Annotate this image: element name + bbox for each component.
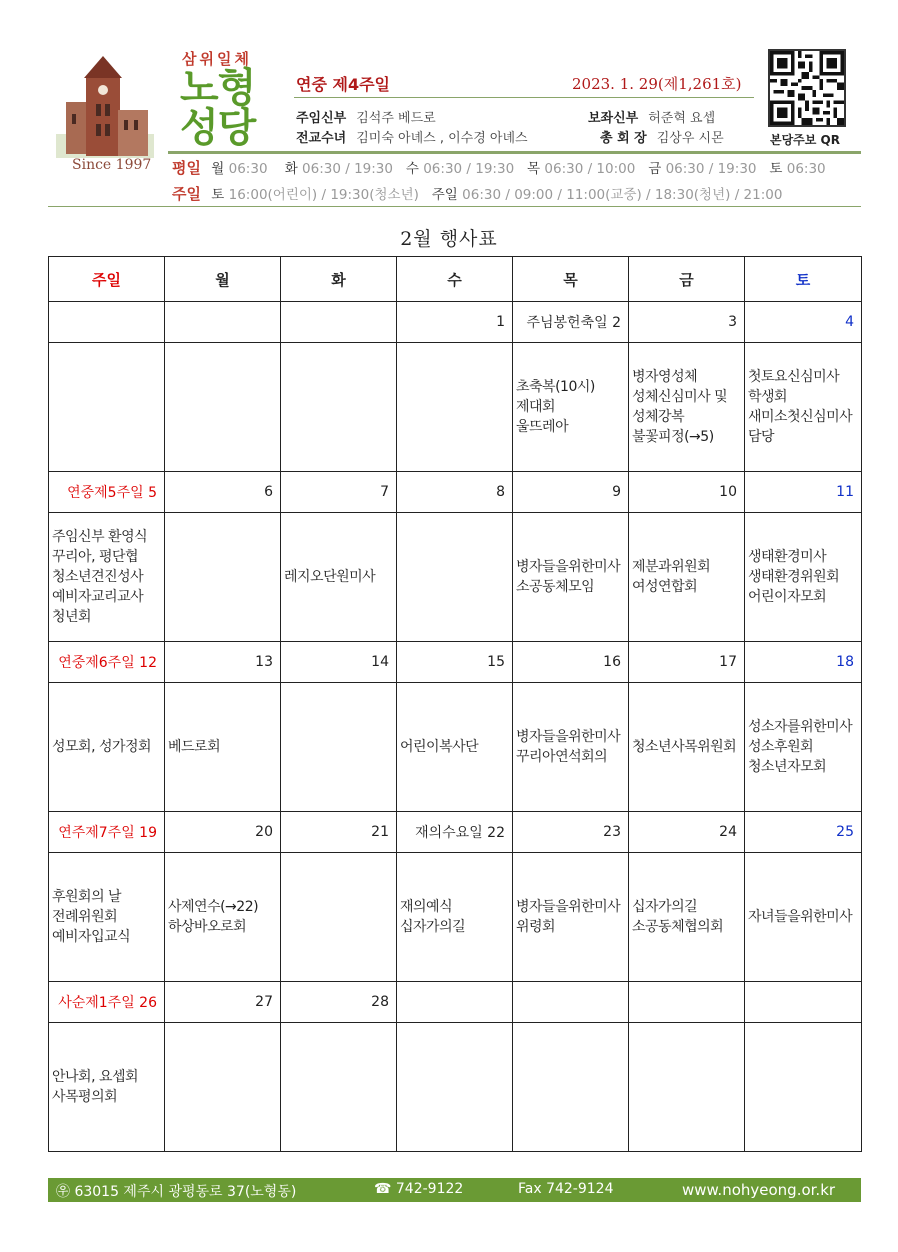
event-item: 소공동체모임 — [516, 579, 595, 595]
date-label: 연중제6주일 12 — [58, 655, 157, 671]
date-label: 13 — [255, 654, 273, 670]
header-monday: 월 — [165, 257, 281, 302]
event-cell-thu — [513, 513, 629, 642]
header-wednesday: 수 — [397, 257, 513, 302]
date-cell-thu — [513, 472, 629, 513]
date-cell-wed — [397, 472, 513, 513]
event-cell-sun — [49, 853, 165, 982]
date-label: 재의수요일 22 — [415, 825, 505, 841]
date-label: 25 — [836, 824, 854, 840]
date-cell-sun — [49, 982, 165, 1023]
event-calendar — [48, 256, 862, 1152]
date-cell-fri — [629, 812, 745, 853]
date-cell-mon — [165, 472, 281, 513]
footer-address: ㉾ 63015 제주시 광평동로 37(노형동) — [56, 1184, 297, 1200]
date-label: 3 — [728, 314, 737, 330]
event-cell-tue — [281, 513, 397, 642]
date-cell-sun — [49, 472, 165, 513]
church-building-logo — [56, 54, 154, 158]
date-label: 4 — [845, 314, 854, 330]
event-cell-wed — [397, 513, 513, 642]
date-label: 15 — [487, 654, 505, 670]
event-item: 자녀들을위한미사 — [748, 909, 853, 925]
event-item: 병자들을위한미사 — [516, 729, 621, 745]
date-cell-sat — [745, 472, 862, 513]
event-item: 하상바오로회 — [168, 919, 247, 935]
event-item: 담당 — [748, 429, 775, 445]
event-item: 병자영성체 — [632, 369, 698, 385]
calendar-header-row — [49, 257, 862, 302]
pastor-row — [296, 107, 436, 126]
date-label: 27 — [255, 994, 273, 1010]
event-row — [49, 853, 862, 982]
president-label: 총 회 장 — [600, 131, 647, 146]
event-cell-wed — [397, 1023, 513, 1152]
date-row — [49, 302, 862, 343]
event-item: 위령회 — [516, 919, 556, 935]
date-row — [49, 812, 862, 853]
event-cell-sun — [49, 513, 165, 642]
event-item: 십자가의길 — [400, 919, 466, 935]
event-cell-sat — [745, 513, 862, 642]
date-cell-tue — [281, 642, 397, 683]
header-tuesday: 화 — [281, 257, 397, 302]
event-cell-sat — [745, 1023, 862, 1152]
event-cell-mon — [165, 853, 281, 982]
event-cell-fri — [629, 343, 745, 472]
qr-label: 본당주보 QR — [770, 133, 840, 147]
event-item: 병자들을위한미사 — [516, 559, 621, 575]
weekday-mon: 월 06:30 — [211, 161, 268, 177]
date-label: 6 — [264, 484, 273, 500]
pastor-name: 김석주 베드로 — [356, 111, 436, 126]
date-label: 주님봉헌축일 2 — [526, 315, 621, 331]
event-item: 병자들을위한미사 — [516, 899, 621, 915]
event-item: 베드로회 — [168, 739, 221, 755]
event-item: 초축복(10시) — [516, 379, 595, 395]
event-cell-sun — [49, 1023, 165, 1152]
date-cell-fri — [629, 982, 745, 1023]
date-cell-tue — [281, 982, 397, 1023]
parish-subtitle: 삼위일체 — [182, 50, 252, 68]
event-item: 꾸리아, 평단협 — [52, 549, 139, 565]
footer-fax: Fax 742-9124 — [518, 1181, 614, 1197]
event-item: 꾸리아연석회의 — [516, 749, 608, 765]
date-cell-mon — [165, 812, 281, 853]
sisters-label: 전교수녀 — [296, 131, 347, 146]
date-label: 17 — [719, 654, 737, 670]
date-label: 16 — [603, 654, 621, 670]
sunday-sun: 주일 06:30 / 09:00 / 11:00(교중) / 18:30(청년) / 21:00 — [431, 187, 783, 203]
event-cell-mon — [165, 513, 281, 642]
date-cell-wed — [397, 982, 513, 1023]
event-cell-thu — [513, 853, 629, 982]
event-item: 울뜨레아 — [516, 419, 569, 435]
date-cell-fri — [629, 472, 745, 513]
event-item: 십자가의길 — [632, 899, 698, 915]
event-item: 레지오단원미사 — [284, 569, 376, 585]
event-item: 사제연수(→22) — [168, 899, 259, 915]
president-row — [600, 127, 724, 146]
event-row — [49, 513, 862, 642]
date-cell-fri — [629, 302, 745, 343]
date-label: 8 — [496, 484, 505, 500]
event-item: 예비자입교식 — [52, 929, 131, 945]
event-item: 예비자교리교사 — [52, 589, 144, 605]
event-item: 소공동체협의회 — [632, 919, 724, 935]
date-cell-wed — [397, 302, 513, 343]
assistant-name: 허준혁 요셉 — [648, 111, 716, 126]
date-label: 23 — [603, 824, 621, 840]
event-cell-sun — [49, 683, 165, 812]
date-label: 사순제1주일 26 — [58, 995, 157, 1011]
weekday-wed: 수 06:30 / 19:30 — [405, 161, 515, 177]
date-label: 20 — [255, 824, 273, 840]
date-cell-thu — [513, 812, 629, 853]
event-item: 생태환경위원회 — [748, 569, 840, 585]
event-cell-tue — [281, 683, 397, 812]
weekday-mass-times — [172, 157, 826, 178]
date-label: 연중제5주일 5 — [67, 485, 157, 501]
event-item: 사목평의회 — [52, 1089, 118, 1105]
date-cell-mon — [165, 982, 281, 1023]
date-label: 1 — [496, 314, 505, 330]
date-label: 24 — [719, 824, 737, 840]
event-row — [49, 683, 862, 812]
event-cell-fri — [629, 513, 745, 642]
sunday-label: 주일 — [172, 185, 201, 203]
event-cell-sat — [745, 343, 862, 472]
event-item: 후원회의 날 — [52, 889, 122, 905]
event-item: 재의예식 — [400, 899, 453, 915]
event-item: 제분과위원회 — [632, 559, 711, 575]
date-cell-tue — [281, 812, 397, 853]
event-item: 여성연합회 — [632, 579, 698, 595]
event-cell-sun — [49, 343, 165, 472]
footer-bar — [48, 1178, 861, 1202]
date-cell-mon — [165, 302, 281, 343]
date-cell-sun — [49, 302, 165, 343]
event-item: 주임신부 환영식 — [52, 529, 148, 545]
date-cell-thu — [513, 302, 629, 343]
pastor-label: 주임신부 — [296, 111, 347, 126]
event-item: 어린이복사단 — [400, 739, 479, 755]
event-cell-thu — [513, 1023, 629, 1152]
event-cell-fri — [629, 853, 745, 982]
event-cell-wed — [397, 343, 513, 472]
event-row — [49, 1023, 862, 1152]
date-label: 10 — [719, 484, 737, 500]
date-label: 28 — [371, 994, 389, 1010]
event-item: 생태환경미사 — [748, 549, 827, 565]
date-cell-mon — [165, 642, 281, 683]
event-cell-fri — [629, 683, 745, 812]
assistant-label: 보좌신부 — [588, 111, 639, 126]
sunday-mass-times — [172, 183, 782, 204]
weekday-thu: 목 06:30 / 10:00 — [527, 161, 636, 177]
event-cell-tue — [281, 853, 397, 982]
event-cell-fri — [629, 1023, 745, 1152]
date-cell-sat — [745, 302, 862, 343]
date-cell-sat — [745, 982, 862, 1023]
date-issue: 2023. 1. 29(제1,261호) — [572, 75, 742, 93]
event-cell-tue — [281, 343, 397, 472]
parish-name-line2: 성당 — [180, 105, 256, 151]
date-row — [49, 982, 862, 1023]
date-row — [49, 642, 862, 683]
event-cell-tue — [281, 1023, 397, 1152]
date-cell-wed — [397, 812, 513, 853]
sisters-names: 김미숙 아녜스 , 이수경 아녜스 — [356, 131, 528, 146]
event-item: 성체신심미사 및 — [632, 389, 728, 405]
sisters-row — [296, 127, 528, 146]
event-item: 안나회, 요셉회 — [52, 1069, 139, 1085]
event-item: 성소자를위한미사 — [748, 719, 853, 735]
event-item: 청소년자모회 — [748, 759, 827, 775]
weekday-sat: 토 06:30 — [769, 161, 826, 177]
event-cell-thu — [513, 683, 629, 812]
weekday-tue: 화 06:30 / 19:30 — [284, 161, 393, 177]
date-label: 9 — [612, 484, 621, 500]
event-item: 성소후원회 — [748, 739, 814, 755]
date-label: 18 — [836, 654, 854, 670]
weekday-fri: 금 06:30 / 19:30 — [648, 161, 757, 177]
date-cell-sat — [745, 812, 862, 853]
assistant-row — [588, 107, 715, 126]
calendar-title: 2월 행사표 — [400, 228, 498, 250]
date-cell-tue — [281, 472, 397, 513]
event-item: 청년회 — [52, 609, 92, 625]
event-item: 성체강복 — [632, 409, 685, 425]
event-cell-wed — [397, 853, 513, 982]
date-label: 11 — [836, 484, 854, 500]
since-year: Since 1997 — [72, 157, 152, 173]
event-row — [49, 343, 862, 472]
date-row — [49, 472, 862, 513]
event-cell-mon — [165, 683, 281, 812]
date-label: 연주제7주일 19 — [58, 825, 157, 841]
event-item: 청소년견진성사 — [52, 569, 144, 585]
sunday-sat: 토 16:00(어린이) / 19:30(청소년) — [211, 187, 419, 203]
date-label: 7 — [380, 484, 389, 500]
event-item: 청소년사목위원회 — [632, 739, 737, 755]
event-cell-thu — [513, 343, 629, 472]
date-cell-tue — [281, 302, 397, 343]
event-cell-sat — [745, 853, 862, 982]
event-item: 새미소첫신심미사 — [748, 409, 853, 425]
event-item: 어린이자모회 — [748, 589, 827, 605]
event-item: 학생회 — [748, 389, 788, 405]
header-saturday: 토 — [745, 257, 862, 302]
qr-code-icon[interactable] — [768, 49, 846, 127]
event-item: 불꽃피정(→5) — [632, 429, 714, 445]
date-cell-fri — [629, 642, 745, 683]
event-item: 첫토요신심미사 — [748, 369, 840, 385]
header-thursday: 목 — [513, 257, 629, 302]
date-label: 14 — [371, 654, 389, 670]
footer-website-link[interactable]: www.nohyeong.or.kr — [682, 1181, 836, 1199]
date-cell-thu — [513, 642, 629, 683]
date-cell-sun — [49, 642, 165, 683]
event-item: 제대회 — [516, 399, 556, 415]
date-label: 21 — [371, 824, 389, 840]
week-title: 연중 제4주일 — [296, 75, 390, 94]
event-cell-wed — [397, 683, 513, 812]
header-friday: 금 — [629, 257, 745, 302]
header-sunday: 주일 — [49, 257, 165, 302]
footer-phone: ☎ 742-9122 — [374, 1181, 464, 1197]
weekday-label: 평일 — [172, 159, 201, 177]
president-name: 김상우 시몬 — [656, 131, 724, 146]
event-cell-mon — [165, 1023, 281, 1152]
date-cell-thu — [513, 982, 629, 1023]
date-cell-sun — [49, 812, 165, 853]
event-item: 전례위원회 — [52, 909, 118, 925]
parish-name-line1: 노형 — [180, 65, 256, 111]
event-cell-sat — [745, 683, 862, 812]
date-cell-wed — [397, 642, 513, 683]
date-cell-sat — [745, 642, 862, 683]
event-item: 성모회, 성가정회 — [52, 739, 152, 755]
event-cell-mon — [165, 343, 281, 472]
